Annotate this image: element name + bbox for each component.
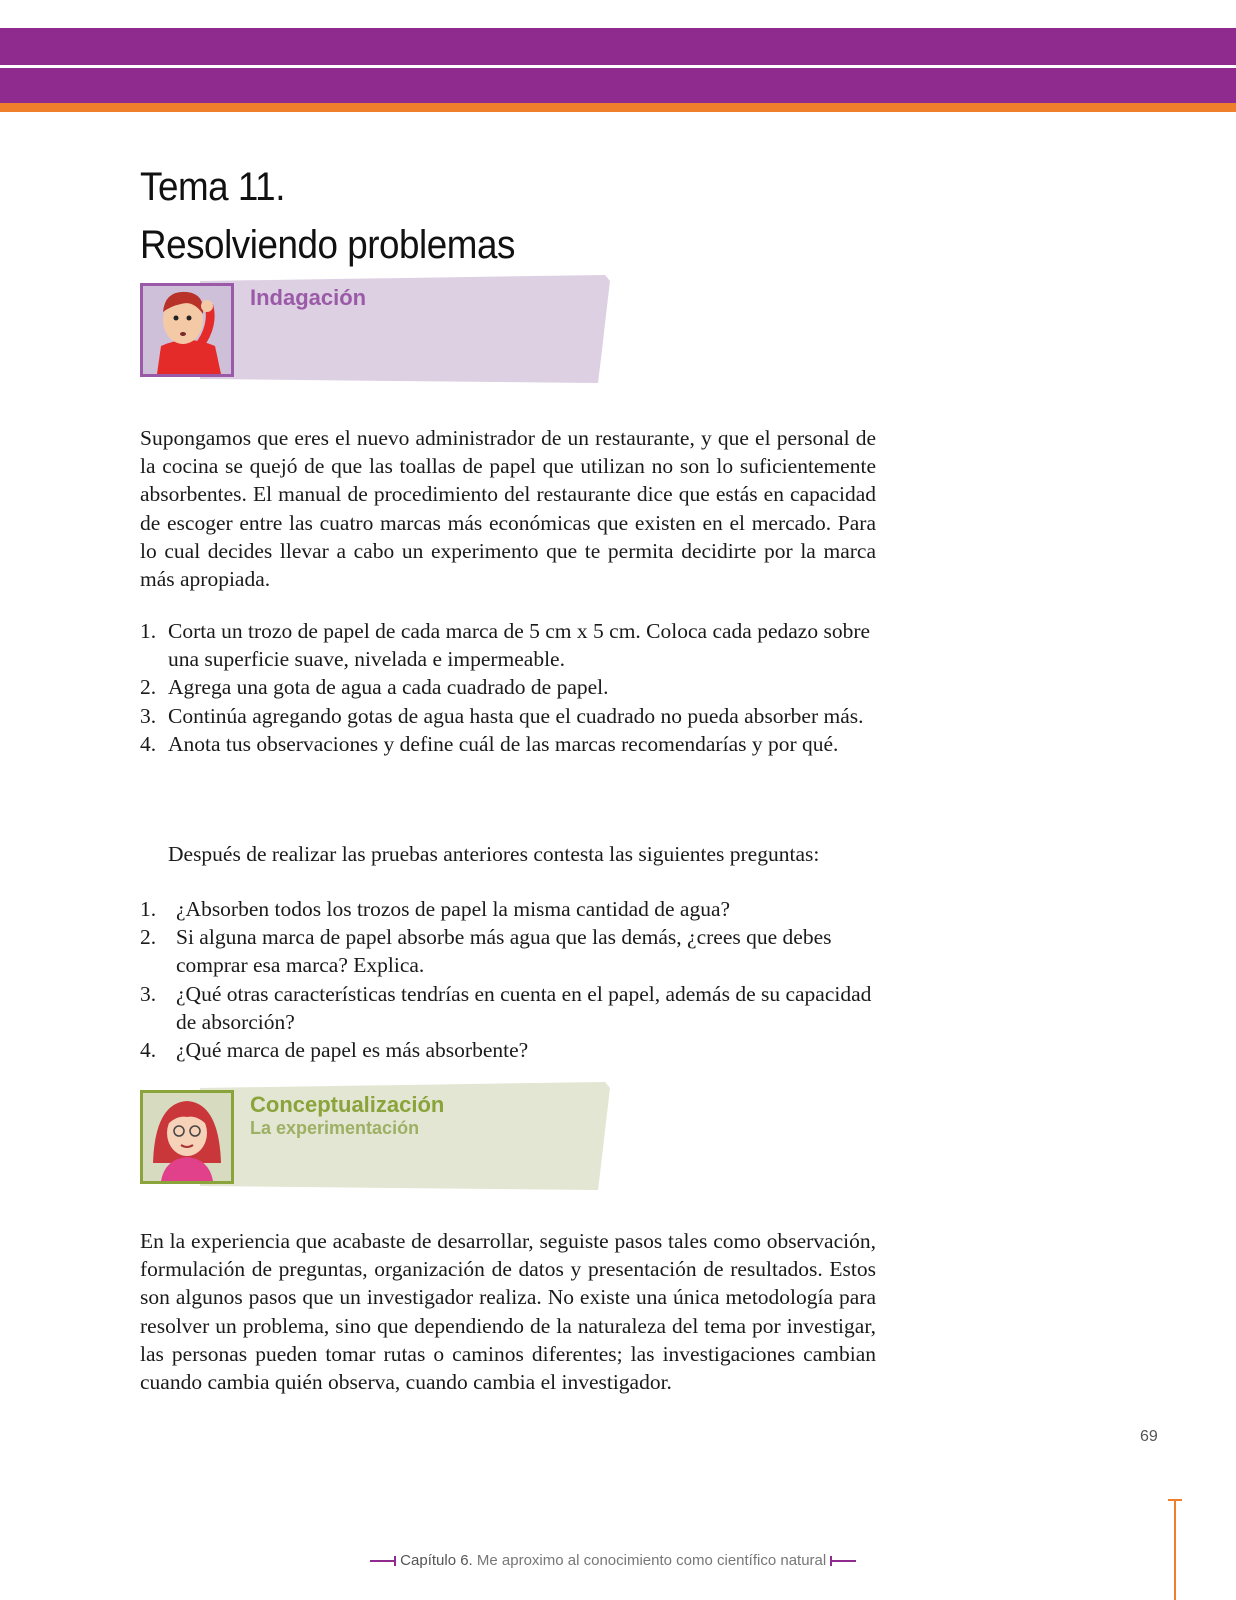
title-line-1: Tema 11.	[140, 165, 285, 209]
page-marker-line	[1174, 1500, 1176, 1600]
experiment-steps	[140, 617, 880, 758]
page-number: 69	[1140, 1428, 1158, 1445]
footer-chapter	[370, 1552, 856, 1569]
footer-dash-right	[830, 1560, 856, 1562]
step-item-text: Anota tus observaciones y define cuál de las marcas recomendarías y por qué.	[168, 731, 839, 756]
indagacion-avatar-frame	[140, 283, 234, 377]
step-item	[140, 673, 880, 701]
step-item-text: Continúa agregando gotas de agua hasta que el cuadrado no pueda absorber más.	[168, 703, 864, 728]
question-item-number: 4.	[140, 1038, 157, 1063]
footer-dash-left	[370, 1560, 396, 1562]
question-item-text: Si alguna marca de papel absorbe más agua que las demás, ¿crees que debes comprar esa marca? Explica.	[176, 925, 832, 978]
girl-with-glasses-icon	[143, 1093, 231, 1181]
step-item-number: 3.	[140, 703, 157, 728]
question-item-number: 2.	[140, 925, 157, 950]
step-item	[140, 730, 880, 758]
indagacion-heading: Indagación	[250, 285, 367, 310]
conceptualizacion-subheading: La experimentación	[250, 1118, 420, 1138]
question-item-number: 3.	[140, 981, 157, 1006]
questions-list	[140, 895, 880, 1064]
conceptualizacion-banner	[140, 1082, 620, 1192]
question-item-text: ¿Absorben todos los trozos de papel la misma cantidad de agua?	[176, 897, 731, 921]
question-item-number: 1.	[140, 897, 157, 921]
intro-paragraph: Supongamos que eres el nuevo administrador de un restaurante, y que el personal de la cocina se quejó de que las toallas de papel que utilizan no son lo suficientemente absorbentes. El manual de procedimiento del restaurante dice que estás en capacidad de escoger entre las cuatro marcas más económicas que existen en el mercado. Para lo cual decides llevar a cabo un experimento que te permita decidirte por la marca más apropiada.	[140, 426, 876, 592]
question-item-text: ¿Qué otras características tendrías en cuenta en el papel, además de su capacidad de absorción?	[176, 981, 872, 1034]
step-item-number: 2.	[140, 675, 157, 700]
footer-chapter-title: Me aproximo al conocimiento como científico natural	[476, 1552, 827, 1569]
question-item	[140, 895, 880, 923]
step-item-text: Corta un trozo de papel de cada marca de 5 cm x 5 cm. Coloca cada pedazo sobre una superficie suave, nivelada e impermeable.	[168, 619, 871, 672]
closing-paragraph: En la experiencia que acabaste de desarrollar, seguiste pasos tales como observación, formulación de preguntas, organización de datos y presentación de resultados. Estos son algunos pasos que un investigador realiza. No existe una única metodología para resolver un problema, sino que dependiendo de la naturaleza del tema por investigar, las personas pueden tomar rutas o caminos diferentes; las investigaciones cambian cuando cambia quién observa, cuando cambia el investigador.	[140, 1229, 876, 1395]
question-item	[140, 923, 880, 979]
conceptualizacion-heading: Conceptualización	[250, 1092, 445, 1117]
header-band-bottom	[0, 68, 1236, 103]
step-item-number: 4.	[140, 731, 157, 756]
question-item	[140, 980, 880, 1036]
step-item	[140, 702, 880, 730]
thinking-boy-icon	[143, 286, 231, 374]
page-title	[140, 158, 515, 274]
questions-intro: Después de realizar las pruebas anteriores contesta las siguientes preguntas:	[168, 842, 820, 866]
step-item-text: Agrega una gota de agua a cada cuadrado de papel.	[168, 675, 609, 700]
step-item	[140, 617, 880, 673]
conceptualizacion-avatar-frame	[140, 1090, 234, 1184]
header-band-top	[0, 28, 1236, 65]
footer-chapter-label: Capítulo 6.	[400, 1552, 473, 1569]
indagacion-banner	[140, 275, 620, 385]
title-line-2: Resolviendo problemas	[140, 223, 515, 267]
question-item	[140, 1036, 880, 1064]
header-accent-line	[0, 103, 1236, 112]
question-item-text: ¿Qué marca de papel es más absorbente?	[176, 1038, 529, 1063]
step-item-number: 1.	[140, 619, 157, 643]
